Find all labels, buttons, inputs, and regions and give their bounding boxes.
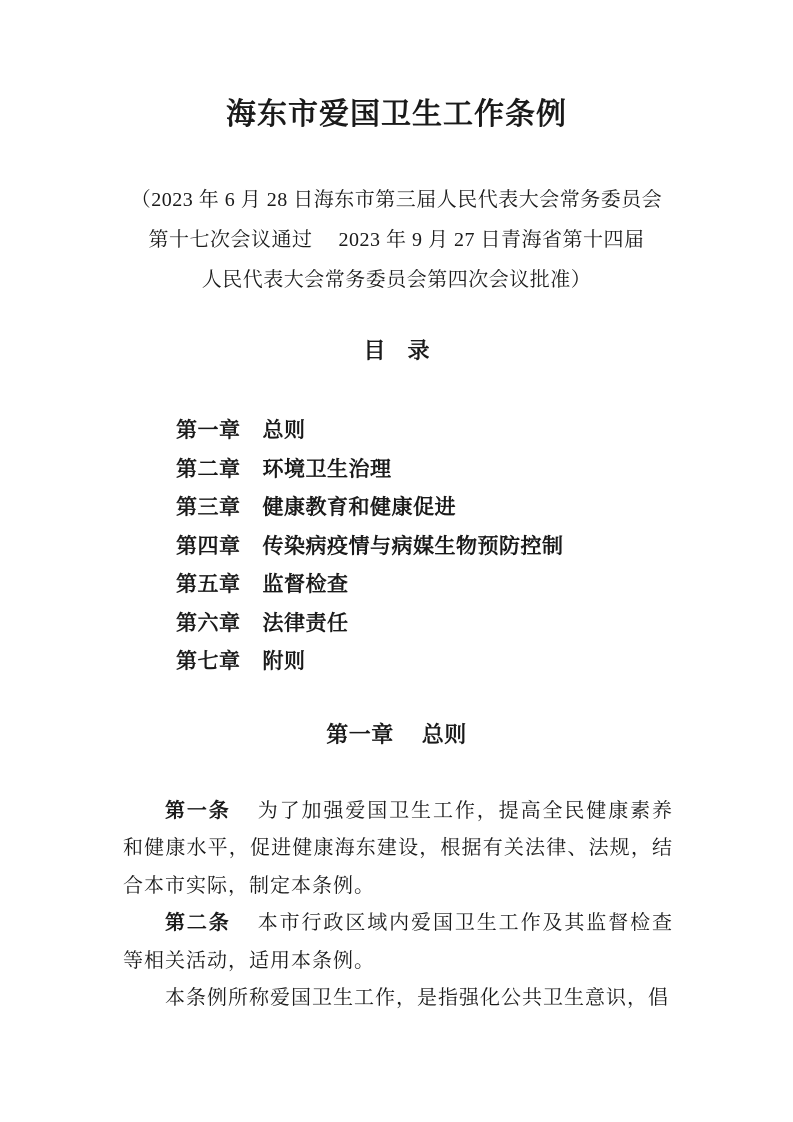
article-1-number: 第一条 <box>165 799 231 822</box>
chapter-1-heading <box>0 719 793 751</box>
toc-chapter-label: 第四章 <box>176 534 241 558</box>
article-2-continuation-paragraph <box>123 980 673 1018</box>
table-of-contents <box>176 412 793 682</box>
toc-item-chapter-1 <box>176 412 793 451</box>
toc-item-chapter-7 <box>176 643 793 682</box>
document-body <box>123 793 673 1018</box>
article-2-number: 第二条 <box>165 912 231 934</box>
toc-item-chapter-4 <box>176 528 793 567</box>
toc-chapter-label: 第一章 <box>176 419 241 442</box>
document-title: 海东市爱国卫生工作条例 <box>226 98 567 131</box>
chapter-number: 第一章 <box>326 721 394 747</box>
adoption-note <box>0 180 793 300</box>
toc-chapter-title: 监督检查 <box>262 573 349 596</box>
toc-chapter-label: 第三章 <box>176 496 241 519</box>
article-2-paragraph <box>123 905 673 980</box>
toc-chapter-title: 环境卫生治理 <box>262 457 392 481</box>
adoption-note-line-3: 人民代表大会常务委员会第四次会议批准） <box>201 269 592 291</box>
toc-chapter-label: 第二章 <box>176 457 241 481</box>
toc-chapter-title: 传染病疫情与病媒生物预防控制 <box>262 534 564 558</box>
article-1-text: 为了加强爱国卫生工作，提高全民健康素养和健康水平，促进健康海东建设，根据有关法律、法规，结合本市实际，制定本条例。 <box>123 799 674 897</box>
article-1-paragraph <box>123 793 673 906</box>
toc-chapter-title: 法律责任 <box>262 611 349 635</box>
article-2-continuation-text: 本条例所称爱国卫生工作，是指强化公共卫生意识，倡 <box>165 987 669 1009</box>
toc-heading: 目 录 <box>363 338 430 363</box>
toc-chapter-title: 附则 <box>262 650 306 673</box>
toc-chapter-title: 总则 <box>262 419 306 442</box>
toc-item-chapter-3 <box>176 489 793 528</box>
toc-chapter-label: 第七章 <box>176 650 241 673</box>
toc-chapter-label: 第五章 <box>176 573 241 596</box>
toc-item-chapter-6 <box>176 605 793 644</box>
adoption-note-line-1: （2023 年 6 月 28 日海东市第三届人民代表大会常务委员会 <box>130 189 663 211</box>
toc-chapter-label: 第六章 <box>176 611 241 635</box>
toc-chapter-title: 健康教育和健康促进 <box>262 496 456 519</box>
adoption-note-line-2: 第十七次会议通过 2023 年 9 月 27 日青海省第十四届 <box>148 229 645 251</box>
article-2-text: 本市行政区域内爱国卫生工作及其监督检查等相关活动，适用本条例。 <box>123 912 674 972</box>
chapter-title: 总则 <box>421 721 467 747</box>
toc-item-chapter-5 <box>176 566 793 605</box>
toc-item-chapter-2 <box>176 451 793 490</box>
